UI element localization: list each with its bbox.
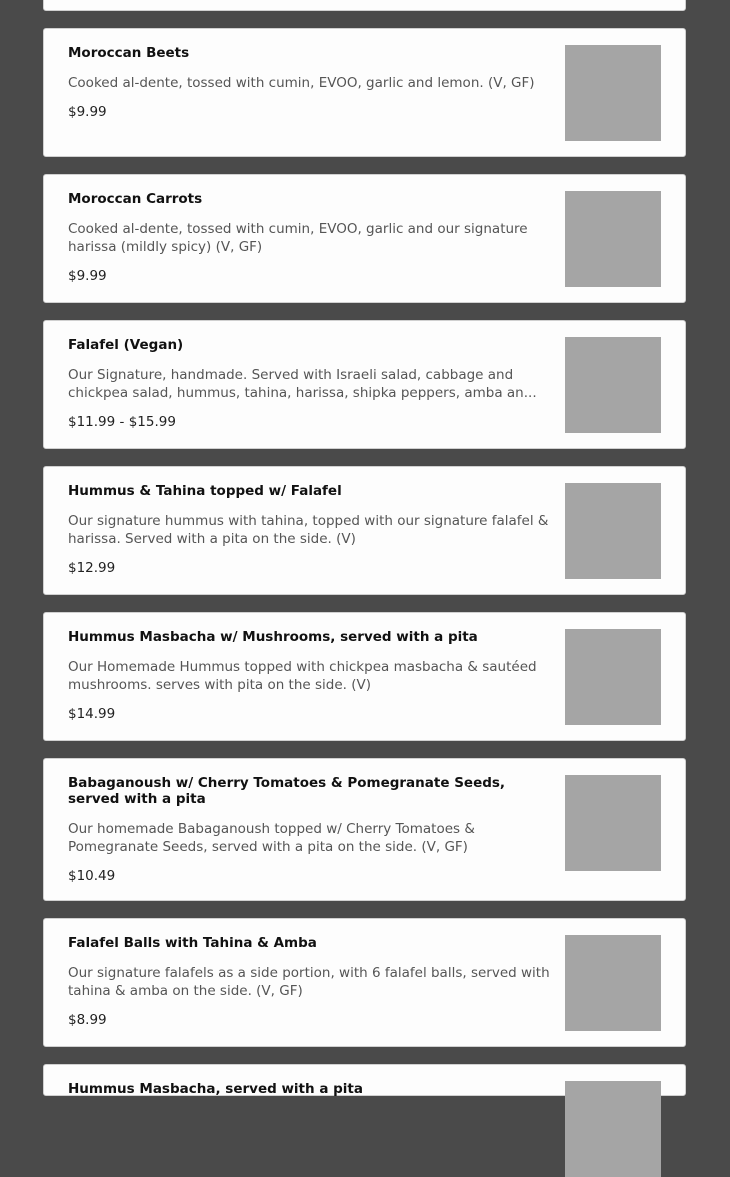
menu-item-image bbox=[565, 483, 661, 579]
menu-item-card[interactable] bbox=[43, 612, 686, 741]
menu-item-name: Moroccan Beets bbox=[68, 45, 190, 61]
menu-item-price: $8.99 bbox=[68, 1012, 107, 1028]
menu-item-name: Hummus & Tahina topped w/ Falafel bbox=[68, 483, 342, 499]
menu-item-description: Our signature hummus with tahina, topped with our signature falafel & harissa. Served with a pita on the side. (V) bbox=[68, 513, 549, 547]
menu-item-info bbox=[68, 45, 554, 120]
menu-item-card[interactable] bbox=[43, 28, 686, 157]
menu-item-name: Hummus Masbacha, served with a pita bbox=[68, 1081, 363, 1097]
menu-item-image bbox=[565, 337, 661, 433]
menu-item-description: Our homemade Babaganoush topped w/ Cherry Tomatoes & Pomegranate Seeds, served with a pita on the side. (V, GF) bbox=[68, 821, 475, 855]
menu-item-image bbox=[565, 191, 661, 287]
menu-item-card[interactable] bbox=[43, 758, 686, 901]
menu-item-info bbox=[68, 775, 554, 884]
menu-item-info bbox=[68, 337, 554, 430]
menu-item-card[interactable] bbox=[43, 320, 686, 449]
menu-item-card[interactable] bbox=[43, 918, 686, 1047]
menu-item-description: Our Homemade Hummus topped with chickpea masbacha & sautéed mushrooms. serves with pita on the side. (V) bbox=[68, 659, 537, 693]
menu-item-price: $9.99 bbox=[68, 268, 107, 284]
menu-item-price: $10.49 bbox=[68, 868, 116, 884]
menu-item-name: Moroccan Carrots bbox=[68, 191, 203, 207]
menu-item-price: $11.99 - $15.99 bbox=[68, 414, 176, 430]
menu-item-price: $12.99 bbox=[68, 560, 116, 576]
menu-item-image bbox=[565, 45, 661, 141]
menu-item-name: Babaganoush w/ Cherry Tomatoes & Pomegranate Seeds, served with a pita bbox=[68, 775, 506, 807]
menu-item-image bbox=[565, 629, 661, 725]
menu-item-info bbox=[68, 629, 554, 722]
menu-item-description: Cooked al-dente, tossed with cumin, EVOO, garlic and our signature harissa (mildly spicy) (V, GF) bbox=[68, 221, 528, 255]
menu-item-name: Falafel Balls with Tahina & Amba bbox=[68, 935, 317, 951]
menu-item-card[interactable] bbox=[43, 0, 686, 11]
menu-item-name: Falafel (Vegan) bbox=[68, 337, 184, 353]
menu-item-price: $9.99 bbox=[68, 104, 107, 120]
menu-item-info bbox=[68, 483, 554, 576]
menu-item-image bbox=[565, 935, 661, 1031]
menu-item-image bbox=[565, 1081, 661, 1177]
menu-item-card[interactable] bbox=[43, 174, 686, 303]
menu-item-description: Our signature falafels as a side portion, with 6 falafel balls, served with tahina & amba on the side. (V, GF) bbox=[68, 965, 550, 999]
menu-item-image bbox=[565, 775, 661, 871]
menu-item-description: Our Signature, handmade. Served with Israeli salad, cabbage and chickpea salad, hummus, tahina, harissa, shipka peppers, amba an... bbox=[68, 367, 537, 401]
menu-item-card[interactable] bbox=[43, 1064, 686, 1096]
menu-item-card[interactable] bbox=[43, 466, 686, 595]
menu-item-price: $14.99 bbox=[68, 706, 116, 722]
menu-item-name: Hummus Masbacha w/ Mushrooms, served with a pita bbox=[68, 629, 478, 645]
menu-item-info bbox=[68, 191, 554, 284]
menu-item-info bbox=[68, 935, 554, 1028]
menu-item-description: Cooked al-dente, tossed with cumin, EVOO, garlic and lemon. (V, GF) bbox=[68, 75, 535, 91]
menu-item-info bbox=[68, 1081, 554, 1097]
